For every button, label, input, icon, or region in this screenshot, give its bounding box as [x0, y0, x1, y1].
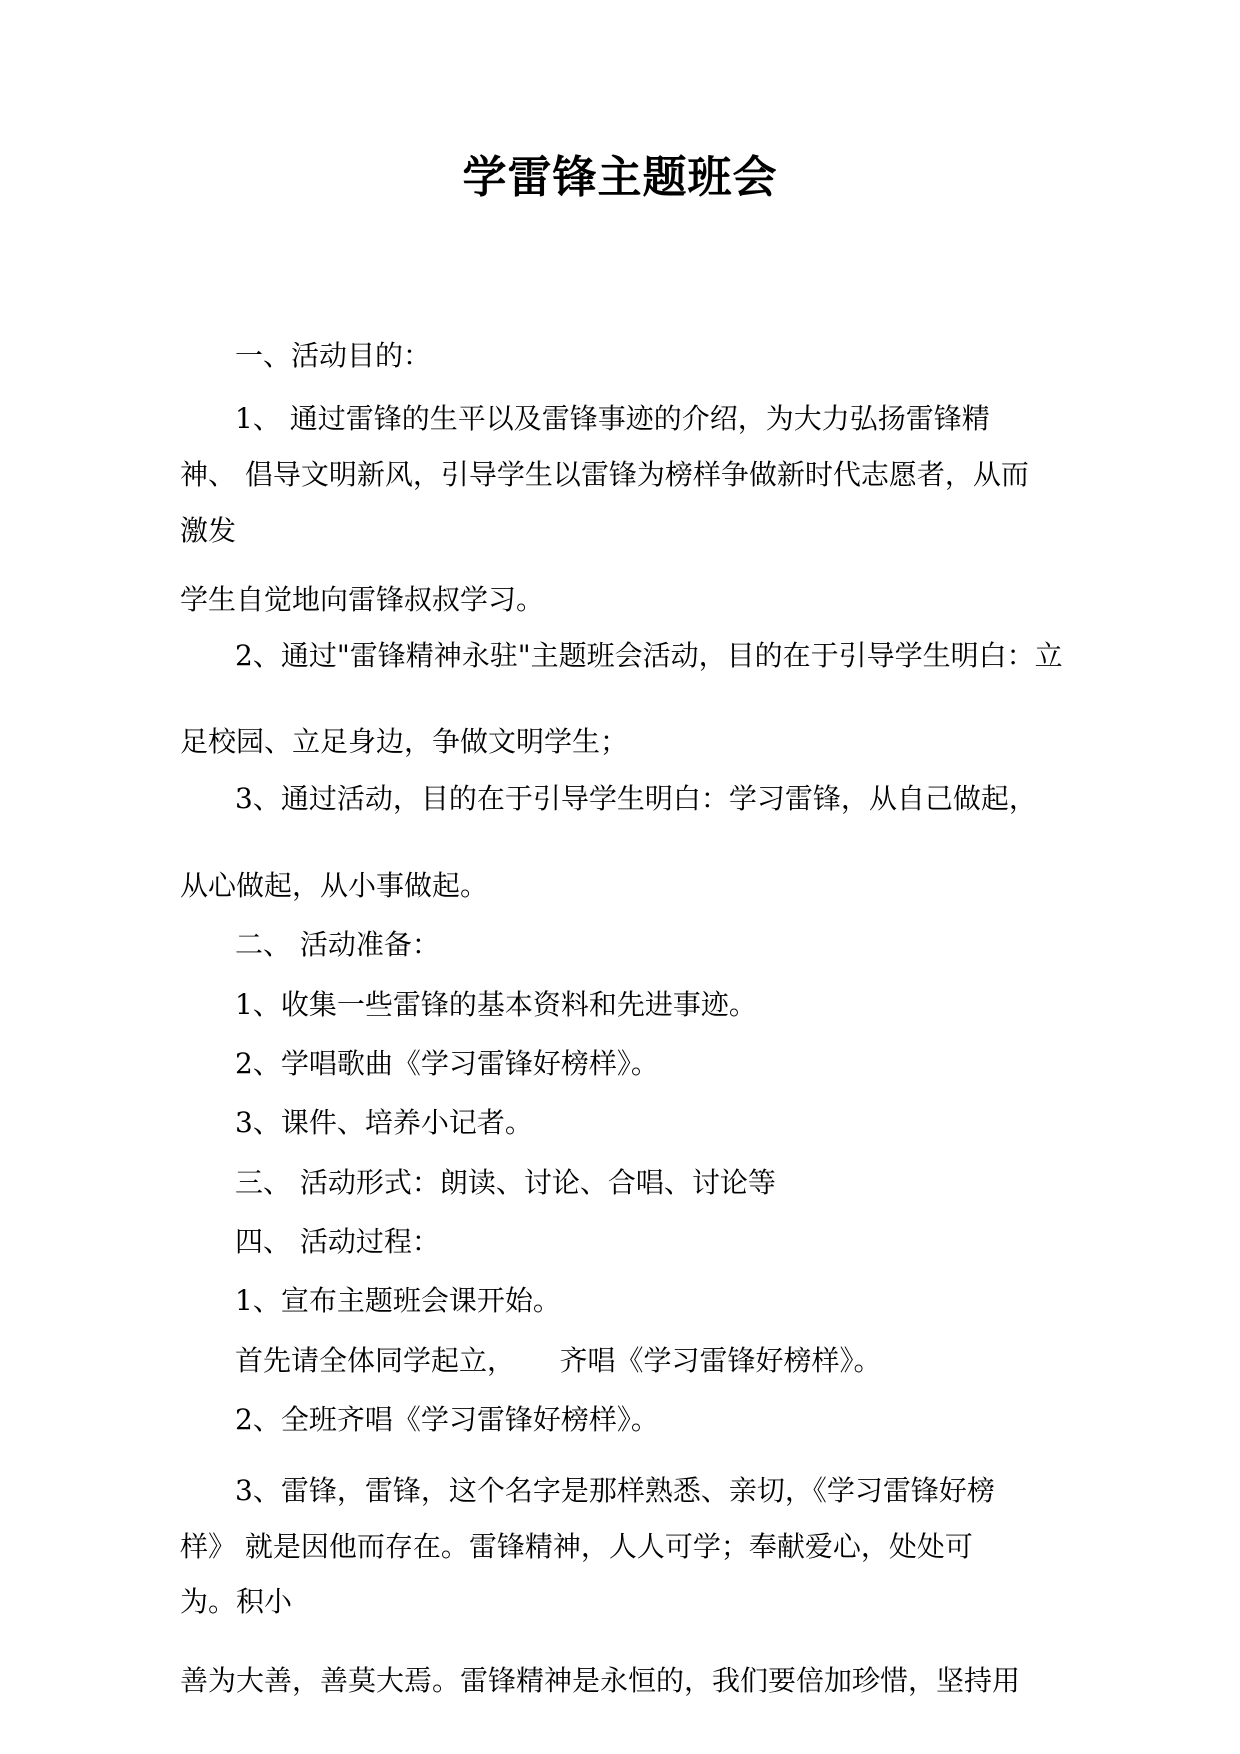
section-heading-format: 三、 活动形式：朗读、讨论、合唱、讨论等 [235, 1166, 776, 1199]
list-item: 1、宣布主题班会课开始。 [235, 1284, 561, 1317]
paragraph-line: 激发 [180, 514, 237, 547]
paragraph-line: 1、 通过雷锋的生平以及雷锋事迹的介绍，为大力弘扬雷锋精 [235, 402, 990, 435]
paragraph-line: 善为大善，善莫大焉。雷锋精神是永恒的，我们要倍加珍惜，坚持用 [180, 1664, 1021, 1697]
paragraph-line: 神、 倡导文明新风，引导学生以雷锋为榜样争做新时代志愿者，从而 [180, 458, 1029, 491]
list-item: 3、课件、培养小记者。 [235, 1106, 533, 1139]
list-item: 2、学唱歌曲《学习雷锋好榜样》。 [235, 1047, 659, 1080]
list-item: 1、收集一些雷锋的基本资料和先进事迹。 [235, 988, 757, 1021]
paragraph-line: 2、通过"雷锋精神永驻"主题班会活动，目的在于引导学生明白：立 [235, 639, 1063, 672]
paragraph-line: 3、通过活动，目的在于引导学生明白：学习雷锋，从自己做起， [235, 782, 1037, 815]
paragraph-line: 为。积小 [180, 1585, 293, 1618]
paragraph-line: 首先请全体同学起立， 齐唱《学习雷锋好榜样》。 [235, 1344, 882, 1377]
section-heading-preparation: 二、 活动准备： [235, 928, 440, 961]
paragraph-line: 学生自觉地向雷锋叔叔学习。 [180, 583, 545, 616]
paragraph-line: 样》 就是因他而存在。雷锋精神，人人可学；奉献爱心，处处可 [180, 1530, 973, 1563]
paragraph-line: 足校园、立足身边，争做文明学生； [180, 725, 629, 758]
list-item: 2、全班齐唱《学习雷锋好榜样》。 [235, 1403, 659, 1436]
paragraph-line: 从心做起，从小事做起。 [180, 869, 489, 902]
paragraph-line: 3、雷锋，雷锋，这个名字是那样熟悉、亲切，《学习雷锋好榜 [235, 1474, 995, 1507]
section-heading-purpose: 一、活动目的： [235, 339, 432, 372]
section-heading-process: 四、 活动过程： [235, 1225, 440, 1258]
document-title: 学雷锋主题班会 [462, 152, 778, 203]
